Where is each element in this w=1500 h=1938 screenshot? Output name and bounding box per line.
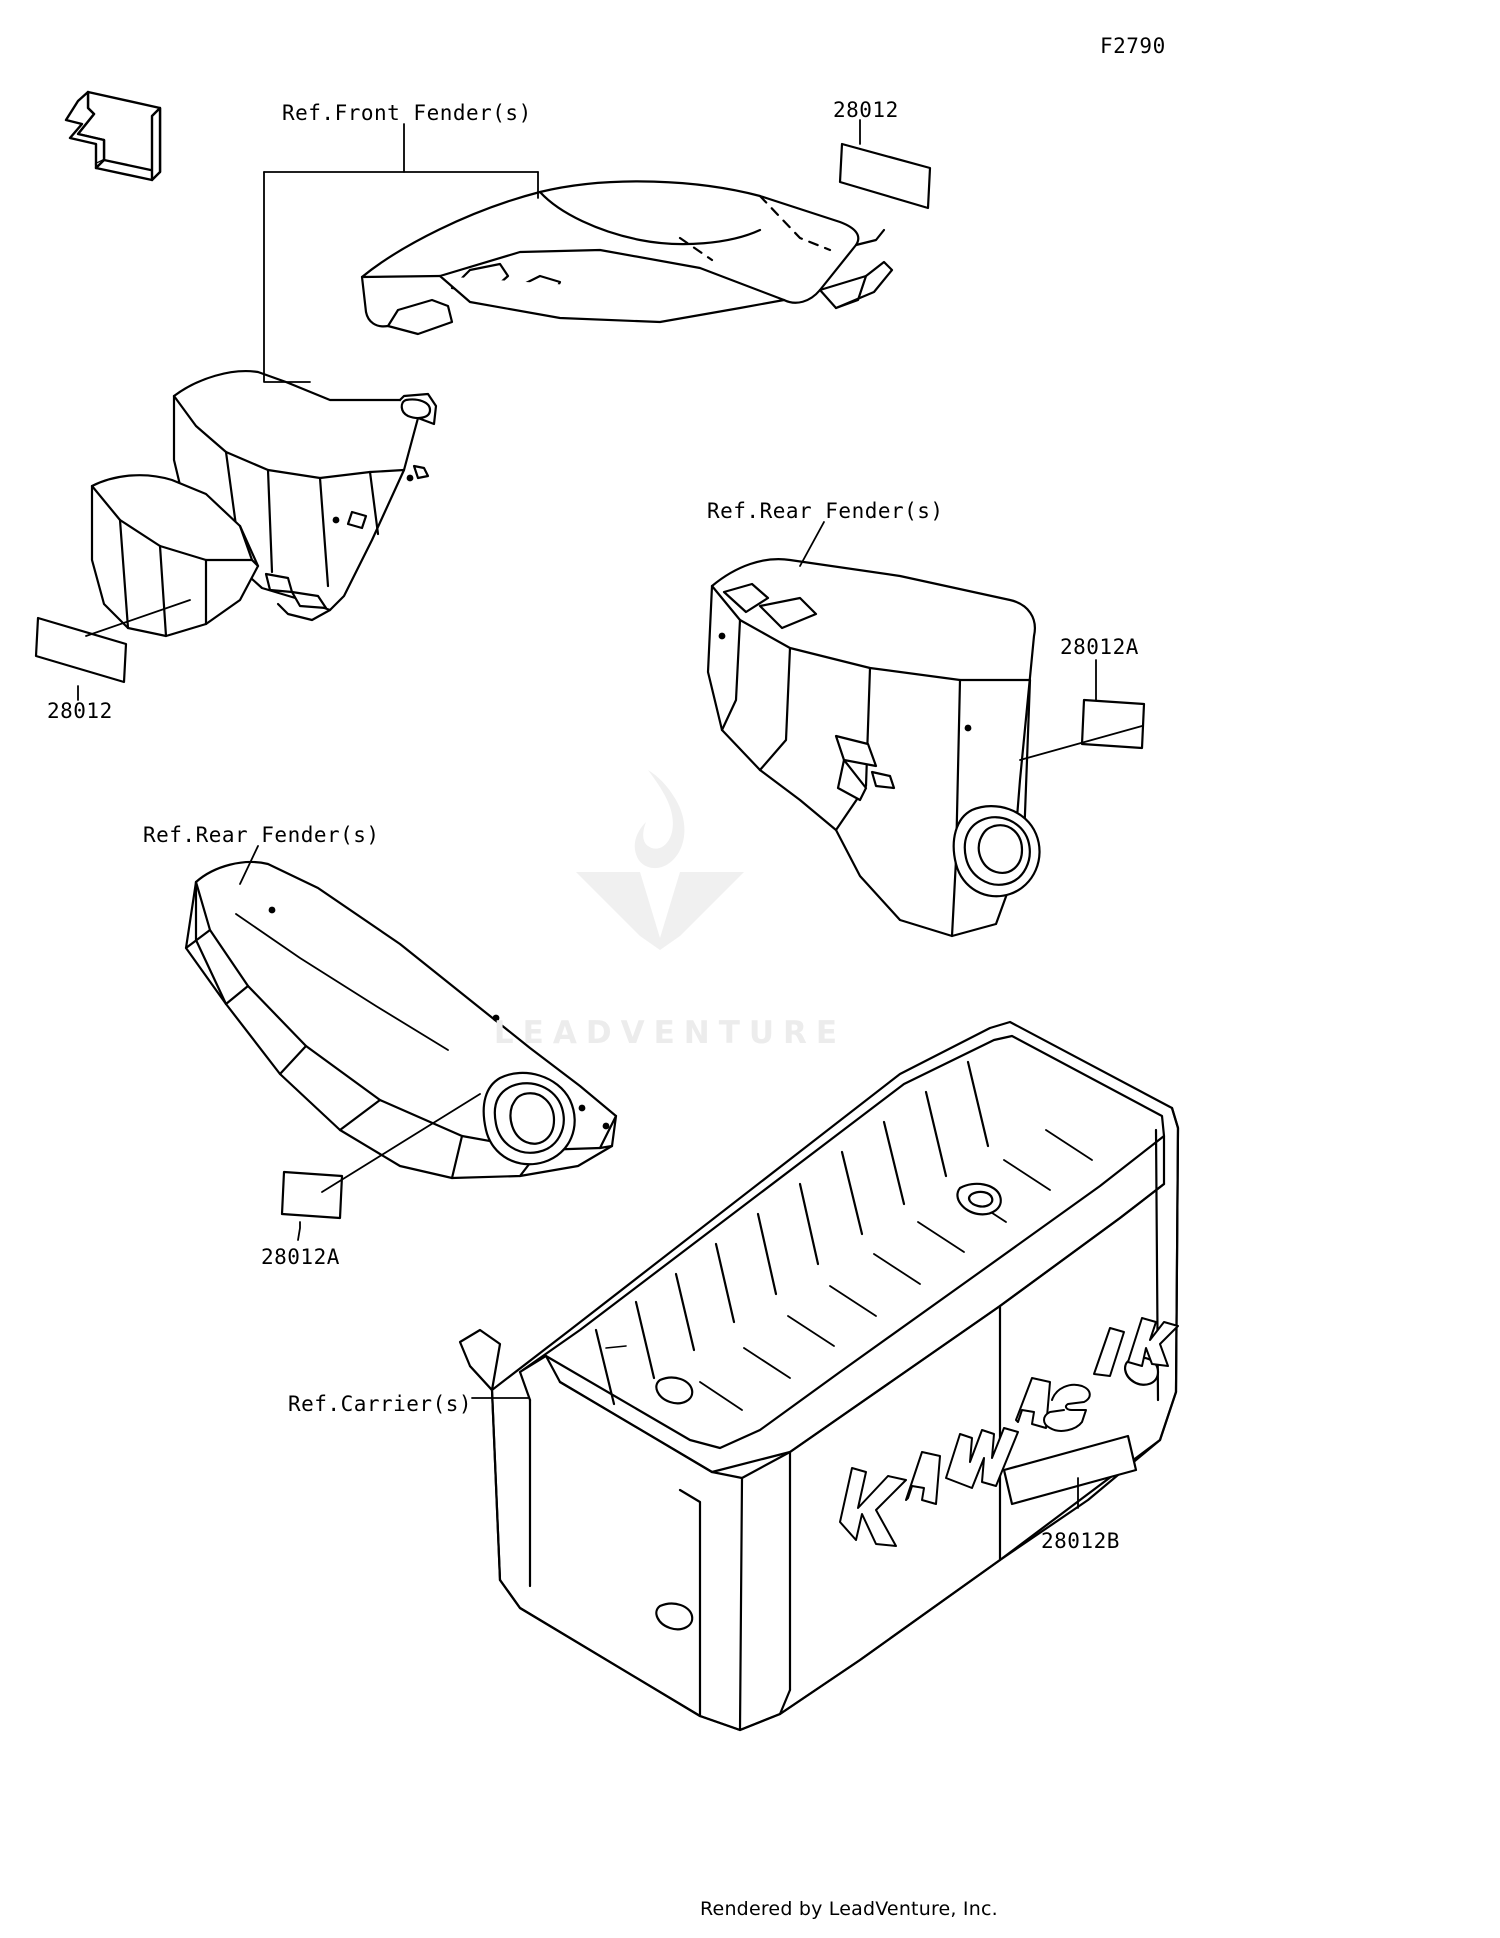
- part-code-28012a-right[interactable]: 28012A: [1060, 635, 1139, 659]
- watermark-text: LEADVENTURE: [493, 1015, 847, 1051]
- part-code-28012-left[interactable]: 28012: [47, 699, 113, 723]
- part-code-28012b[interactable]: 28012B: [1041, 1529, 1120, 1553]
- decal-28012a-left: [282, 1172, 342, 1218]
- front-arrow-icon: [66, 92, 160, 180]
- ref-carriers-label[interactable]: Ref.Carrier(s): [288, 1392, 473, 1416]
- part-code-28012-top[interactable]: 28012: [833, 98, 899, 122]
- part-code-28012a-left[interactable]: 28012A: [261, 1245, 340, 1269]
- ref-rear-fenders-left-label[interactable]: Ref.Rear Fender(s): [143, 823, 380, 847]
- ref-front-fenders-label[interactable]: Ref.Front Fender(s): [282, 101, 532, 125]
- front-fender-panel: [92, 371, 436, 636]
- figure-number: F2790: [1100, 34, 1166, 58]
- front-hood-panel: [362, 181, 892, 334]
- render-credit: Rendered by LeadVenture, Inc.: [700, 1898, 998, 1920]
- rear-fender-left: [186, 862, 616, 1178]
- rear-fender-right: [708, 559, 1040, 936]
- ref-rear-fenders-right-label[interactable]: Ref.Rear Fender(s): [707, 499, 944, 523]
- decal-28012-top: [840, 144, 930, 208]
